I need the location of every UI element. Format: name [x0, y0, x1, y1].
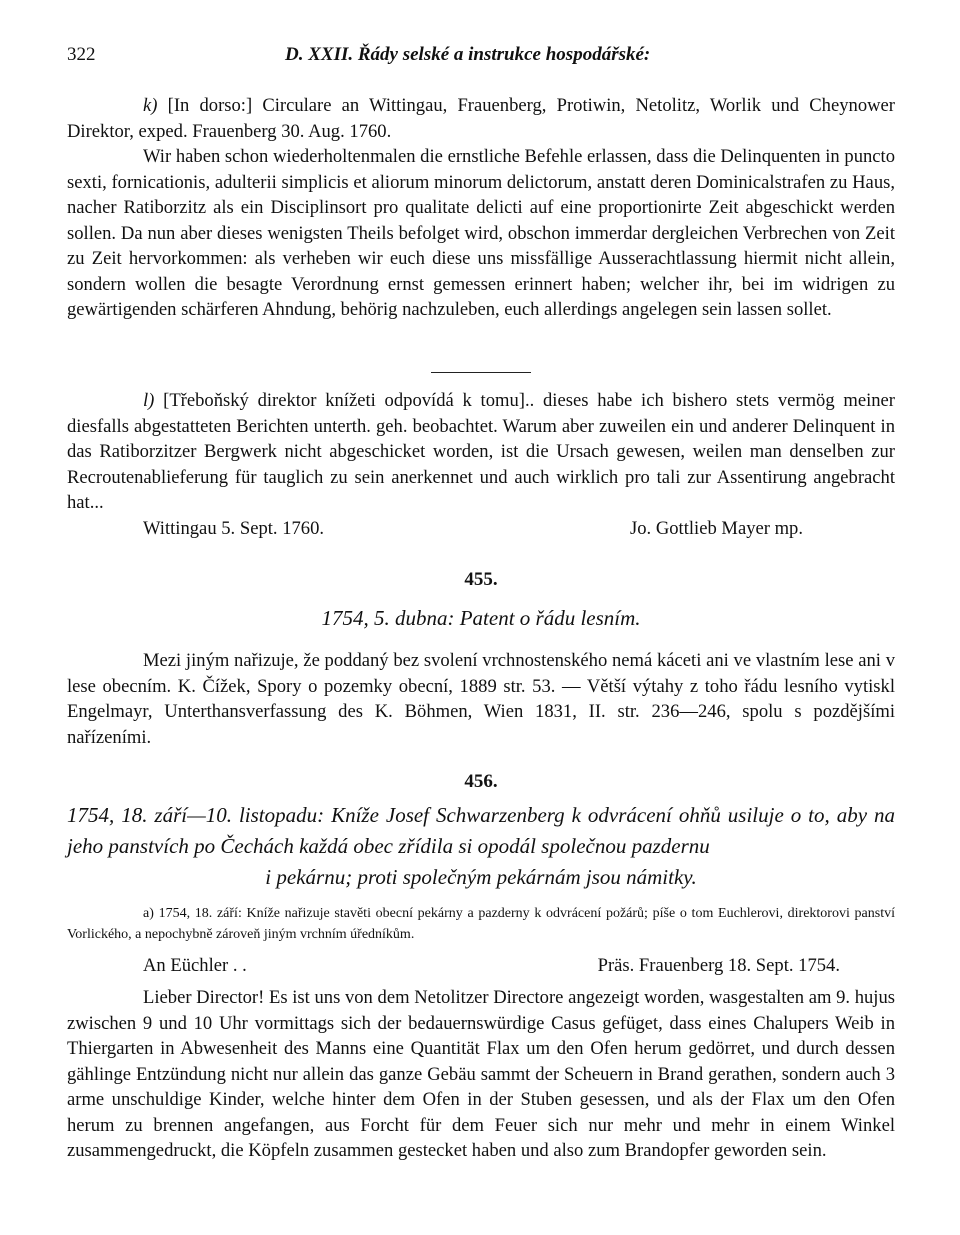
- section-456-title: [67, 800, 895, 893]
- section-455-number: 455.: [464, 569, 498, 590]
- section-456-letter: [67, 955, 895, 1164]
- section-456-note-text: a) 1754, 18. září: Kníže nařizuje stavěti obecní pekárny a pazderny k odvrácení požárů; píše o tom Euchlerovi, direktorovi panství Vorlického, a nepochybně zároveň jiným vrchním úředníkům.: [67, 906, 895, 942]
- item-l-place-date: Wittingau 5. Sept. 1760.: [143, 517, 325, 539]
- section-456-title-main: 1754, 18. září—10. listopadu: Kníže Josef Schwarzenberg k odvrácení ohňů usiluje o to, aby na jeho panstvích po Čechách každá obec zřídila si opodál společnou pazdernu: [67, 803, 895, 858]
- item-k-marker: k): [143, 95, 158, 116]
- item-k-body: Wir haben schon wiederholtenmalen die ernstliche Befehle erlassen, dass die Delinquenten in puncto sexti, fornicationis, adulterii simplicis et aliorum minorum delictorum, anstatt deren Dominicalstrafen zu Haus, nacher Ratiborzitz als ein Disciplinsort pro qualitate delicti auf eine proportionirte Zeit abgeschickt werden sollen. Da nun aber dieses wenigsten Theils befolget wird, obschon immerdar dergleichen Verbrechen von Zeit zu Zeit hervorkommen: als verheben wir euch diese uns missfällige Ausserachtlassung hiermit nicht allein, sondern wollen die besagte Verordnung ernst gemessen erinnert haben; welcher ihr, bei im widrigen zu gewärtigenden schärferen Ahndung, behörig nachzuleben, euch allerdings angelegen sein lassen sollet.: [67, 146, 895, 320]
- section-455-title: 1754, 5. dubna: Patent o řádu lesním.: [321, 606, 641, 630]
- section-455-body: Mezi jiným nařizuje, že poddaný bez svolení vrchnostenského nemá káceti ani ve vlastním lese ani v lese obecním. K. Čížek, Spory o pozemky obecní, 1889 str. 53. — Větší výtahy z toho řádu lesního vytiskl Engelmayr, Unterthansverfassung des K. Böhmen, Wien 1831, II. str. 236—246, spolu s pozdějšími nařízeními.: [67, 650, 895, 748]
- item-l-signature-line: [67, 516, 895, 542]
- section-456-title-last: i pekárnu; proti společným pekárnám jsou námitky.: [265, 865, 697, 889]
- letter-place-date: Präs. Frauenberg 18. Sept. 1754.: [597, 955, 840, 976]
- letter-address-line: [67, 955, 895, 981]
- item-l-text: [Třeboňský direktor knížeti odpovídá k tomu].. dieses habe ich bishero stets vermög meiner diesfalls abgestatteten Berichten unterth. geh. beobachtet. Warum aber zuweilen ein und anderer Delinquent in das Ratiborzitzer Bergwerk nicht abgeschicket worden, ist die Ursach gewesen, weilen man denselben zur Recroutenablieferung für tauglich zu sein anerkennet und auch wirklich pro tali zur Assentirung angebracht hat...: [67, 390, 895, 513]
- running-title: D. XXII. Řády selské a instrukce hospodářské:: [285, 44, 651, 65]
- section-455: [67, 648, 895, 750]
- item-l: [67, 388, 895, 542]
- item-k-opening-text: [In dorso:] Circulare an Wittingau, Frauenberg, Protiwin, Netolitz, Worlik und Cheynower Direktor, exped. Frauenberg 30. Aug. 1760.: [67, 95, 895, 142]
- item-k-opening: [67, 93, 895, 144]
- running-header: [67, 44, 895, 68]
- letter-addressee: An Eüchler . .: [143, 955, 247, 976]
- page-number: 322: [67, 44, 96, 65]
- section-456-note: [67, 903, 895, 945]
- item-l-signature: Jo. Gottlieb Mayer mp.: [630, 517, 803, 539]
- letter-body: Lieber Director! Es ist uns von dem Netolitzer Directore angezeigt worden, wasgestalten am 9. hujus zwischen 9 und 10 Uhr vormittags sich der bedauernswürdige Casus gefüget, dass eines Chalupers Weib in Thiergarten in Abwesenheit des Manns eine Quantität Flax um den Ofen herum gedörret, und durch dessen gählinge Entzündung nicht nur allein das ganze Gebäu sammt der Scheuern in Brand gerathen, sondern auch 3 arme unschuldige Kinder, welche hinter dem Ofen in der Stuben gesessen, und als der Flax um den Ofen herum zu brennen angefangen, aus Forcht für dem Feuer sich nur mehr und mehr in einem Winkel zusammengedruckt, die Köpfeln zusammen gestecket haben und also zum Brandopfer geworden sein.: [67, 987, 895, 1161]
- item-k: [67, 93, 895, 323]
- section-divider-rule: [431, 372, 531, 373]
- item-l-body: [67, 388, 895, 516]
- section-456-heading: [67, 800, 895, 893]
- section-456-number: 456.: [464, 771, 498, 792]
- item-l-marker: l): [143, 390, 155, 411]
